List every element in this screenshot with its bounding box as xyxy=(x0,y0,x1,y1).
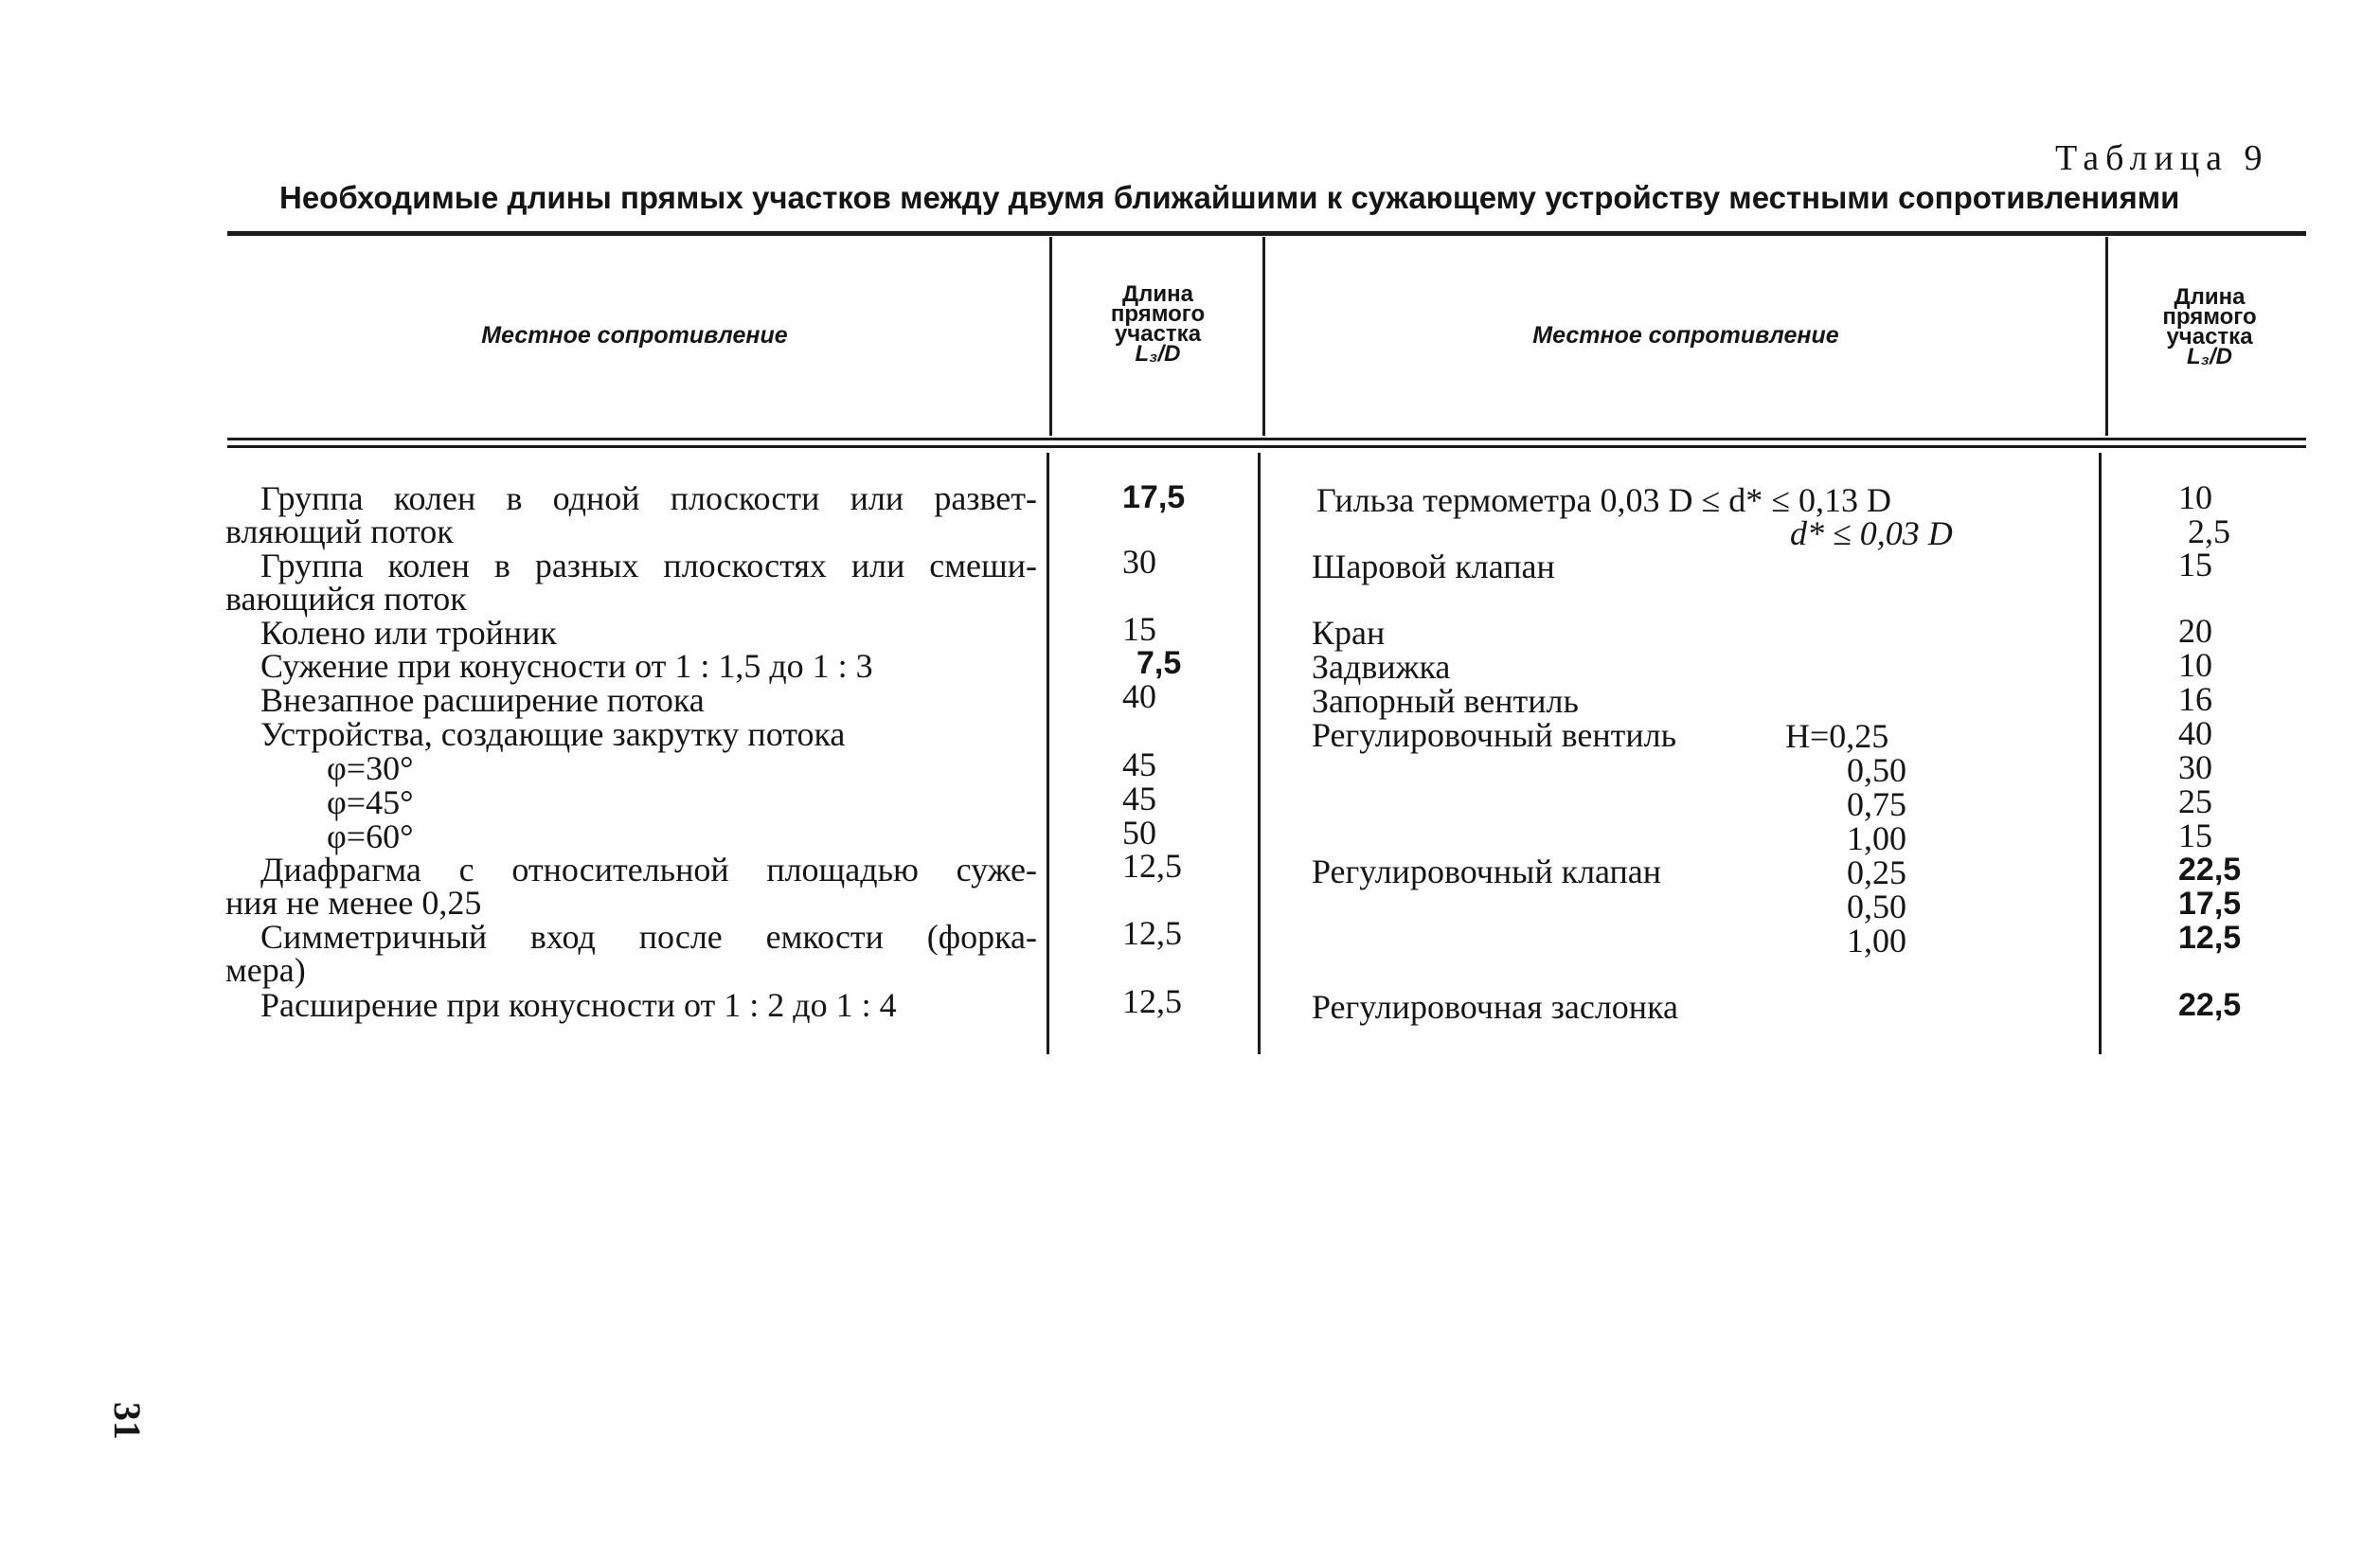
page-number: 31 xyxy=(106,1402,149,1440)
header-col4-line4: L₃/D xyxy=(2187,344,2232,369)
right-damper-value: 22,5 xyxy=(2178,987,2242,1023)
left-row3-value: 15 xyxy=(1122,610,1156,648)
left-row6a: φ=30° xyxy=(327,749,414,787)
right-control-valve-h3: 0,75 xyxy=(1847,785,1906,823)
right-control-check: Регулировочный клапан xyxy=(1312,853,1662,890)
header-col4 xyxy=(2110,284,2309,369)
header-col1: Местное сопротивление xyxy=(481,322,788,349)
right-tap-value: 20 xyxy=(2178,612,2212,650)
left-row5-value: 40 xyxy=(1122,677,1156,715)
header-divider-3 xyxy=(2105,237,2108,436)
body-divider-3 xyxy=(2099,453,2102,1054)
right-gate-valve-value: 10 xyxy=(2178,646,2212,684)
table-caption: Таблица 9 xyxy=(2055,138,2269,178)
top-rule xyxy=(227,231,2306,236)
right-shutoff-valve: Запорный вентиль xyxy=(1312,682,1579,720)
header-col2-line3: участка xyxy=(1114,321,1202,347)
header-rule-1 xyxy=(227,438,2306,440)
left-row2-line2: вающийся поток xyxy=(225,580,467,618)
right-control-valve: Регулировочный вентиль xyxy=(1312,716,1676,754)
right-shutoff-valve-value: 16 xyxy=(2178,680,2212,718)
table-title: Необходимые длины прямых участков между двумя ближайшими к сужающему устройству местными сопротивлениями xyxy=(279,180,2180,215)
header-col2 xyxy=(1056,281,1260,367)
left-row7-value: 12,5 xyxy=(1122,847,1182,885)
right-control-check-h3: 1,00 xyxy=(1847,922,1906,960)
left-row6b: φ=45° xyxy=(327,783,414,821)
left-row6c: φ=60° xyxy=(327,817,414,855)
right-control-valve-v3: 25 xyxy=(2178,782,2212,820)
header-divider-2 xyxy=(1262,237,1265,436)
right-thermo-sleeve-value2: 2,5 xyxy=(2188,512,2230,550)
left-row9: Расширение при конусности от 1 : 2 до 1 : 4 xyxy=(260,986,897,1024)
left-row1-line2: вляющий поток xyxy=(225,512,454,550)
right-damper: Регулировочная заслонка xyxy=(1312,988,1678,1026)
right-control-valve-v4: 15 xyxy=(2178,817,2212,854)
left-row8-value: 12,5 xyxy=(1122,914,1182,952)
header-col4-line2: прямого xyxy=(2162,304,2257,330)
right-thermo-sleeve-cond2: d* ≤ 0,03 D xyxy=(1790,514,1953,552)
header-col4-line3: участка xyxy=(2166,324,2253,350)
left-row5: Внезапное расширение потока xyxy=(260,681,705,719)
header-rule-2 xyxy=(227,445,2306,448)
right-control-check-h2: 0,50 xyxy=(1847,888,1906,925)
right-control-valve-h2: 0,50 xyxy=(1847,751,1906,789)
right-thermo-sleeve-value1: 10 xyxy=(2178,478,2212,516)
left-row4-value: 7,5 xyxy=(1136,645,1182,681)
header-col3: Местное сопротивление xyxy=(1532,322,1839,349)
left-row2-value: 30 xyxy=(1122,543,1156,581)
left-row7-line1: Диафрагма с относительной площадью суже- xyxy=(260,851,1037,889)
right-control-check-v1: 22,5 xyxy=(2178,852,2242,888)
left-row1-value: 17,5 xyxy=(1122,479,1186,515)
body-divider-2 xyxy=(1258,453,1261,1054)
header-col2-line4: L₃/D xyxy=(1135,341,1181,367)
left-row8-line1: Симметричный вход после емкости (форка- xyxy=(260,918,1037,956)
header-col2-line1: Длина xyxy=(1122,281,1193,307)
right-control-valve-v2: 30 xyxy=(2178,748,2212,786)
header-col4-line1: Длина xyxy=(2174,284,2246,310)
left-row6c-value: 50 xyxy=(1122,814,1156,852)
right-ball-valve: Шаровой клапан xyxy=(1312,548,1555,585)
left-row3: Колено или тройник xyxy=(260,614,557,652)
left-row8-line2: мера) xyxy=(225,951,306,989)
right-ball-valve-value: 15 xyxy=(2178,546,2212,583)
header-col2-line2: прямого xyxy=(1110,301,1206,327)
right-control-check-v2: 17,5 xyxy=(2178,886,2242,922)
left-row4: Сужение при конусности от 1 : 1,5 до 1 : 3 xyxy=(260,647,873,685)
right-control-check-v3: 12,5 xyxy=(2178,920,2242,956)
right-gate-valve: Задвижка xyxy=(1312,648,1451,686)
left-row6b-value: 45 xyxy=(1122,780,1156,817)
body-divider-1 xyxy=(1047,453,1049,1054)
right-control-valve-h1: H=0,25 xyxy=(1785,717,1889,755)
right-control-check-h1: 0,25 xyxy=(1847,853,1906,891)
left-row9-value: 12,5 xyxy=(1122,982,1182,1020)
header-divider-1 xyxy=(1049,237,1052,436)
right-tap: Кран xyxy=(1312,614,1386,652)
right-control-valve-v1: 40 xyxy=(2178,714,2212,752)
left-row7-line2: ния не менее 0,25 xyxy=(225,884,482,922)
left-row2-line1: Группа колен в разных плоскостях или смеши- xyxy=(260,547,1037,584)
left-row1-line1: Группа колен в одной плоскости или развет- xyxy=(260,479,1037,517)
right-control-valve-h4: 1,00 xyxy=(1847,819,1906,857)
left-row6: Устройства, создающие закрутку потока xyxy=(260,715,846,753)
right-thermo-sleeve: Гильза термометра 0,03 D ≤ d* ≤ 0,13 D xyxy=(1316,481,1891,519)
left-row6a-value: 45 xyxy=(1122,745,1156,783)
